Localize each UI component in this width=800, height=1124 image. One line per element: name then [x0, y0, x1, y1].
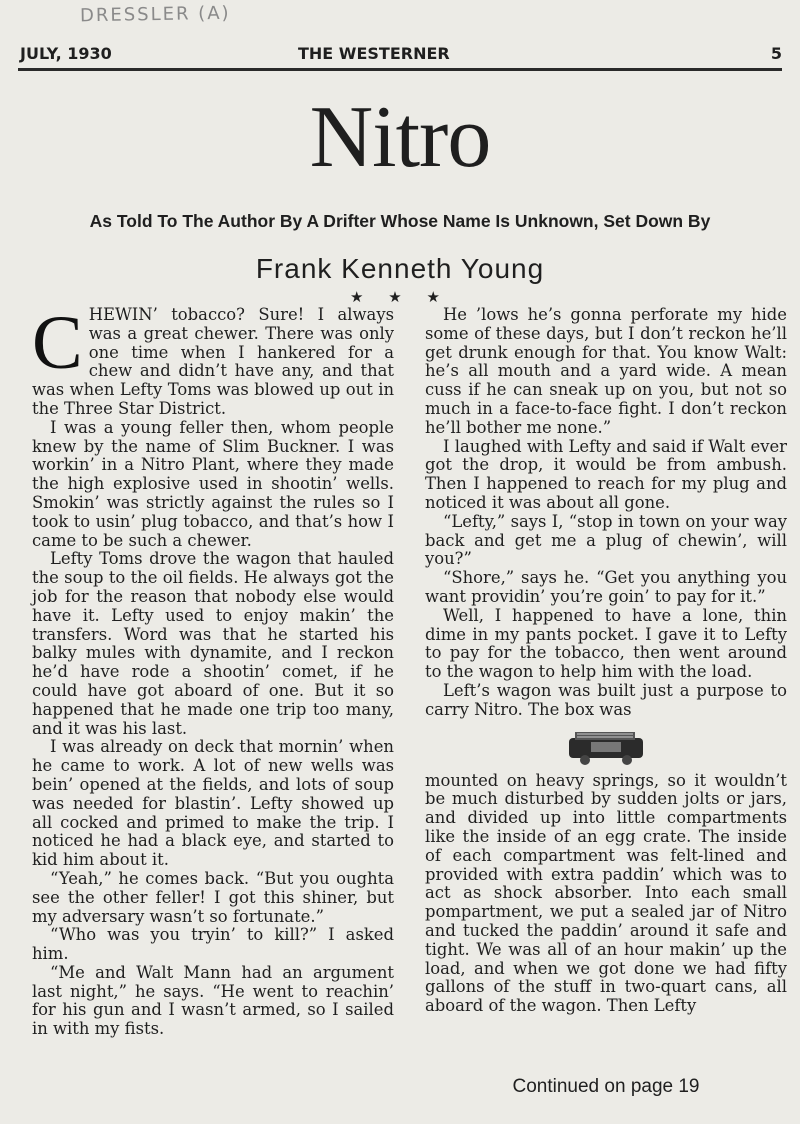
- drop-cap: C: [32, 301, 83, 385]
- paragraph: HEWIN’ tobacco? Sure! I always was a great chewer. There was only one time when I hankered for a chew and didn’t have any, and that was when Lefty Toms was blowed up out in the Three Star District.: [32, 305, 394, 418]
- paragraph: I laughed with Lefty and said if Walt ever got the drop, it would be from ambush. Then I happened to reach for my plug and noticed it was about all gone.: [425, 436, 787, 512]
- paragraph: Left’s wagon was built just a purpose to carry Nitro. The box was: [425, 680, 787, 719]
- right-paragraphs-top: [425, 306, 787, 720]
- paragraph: “Me and Walt Mann had an argument last night,” he says. “He went to reachin’ for his gun and I wasn’t armed, so I sailed in with my fists.: [32, 962, 394, 1039]
- paragraph: “Lefty,” says I, “stop in town on your way back and get me a plug of chewin’, will you?”: [425, 511, 787, 569]
- continued-note: Continued on page 19: [512, 1076, 700, 1097]
- header-rule: [18, 68, 782, 71]
- story-title: Nitro: [309, 89, 491, 186]
- paragraph: He ’lows he’s gonna perforate my hide some of these days, but I don’t reckon he’ll get drunk enough for that. You know Walt: he’s all mouth and a yard wide. A mean cuss if he can sneak up on you, but not so much in a face-to-face fight. I don’t reckon he’ll bother me none.”: [425, 305, 787, 437]
- issue-date: JULY, 1930: [20, 44, 112, 63]
- archive-stamp: DRESSLER (A): [79, 2, 231, 27]
- paragraph: “Shore,” says he. “Get you anything you want providin’ you’re goin’ to pay for it.”: [425, 568, 787, 606]
- running-head: [20, 44, 782, 68]
- paragraph: mounted on heavy springs, so it wouldn’t be much disturbed by sudden jolts or jars, and divided up into little compartments like the inside of an egg crate. The inside of each compartment was felt-lined and provided with extra paddin’ which was to act as shock absorber. Into each small pompartment, we put a sealed jar of Nitro and tucked the paddin’ around it safe and tight. We was all of an hour makin’ up the load, and when we got done we had fifty gallons of the stuff in two-quart cans, all aboard of the wagon. Then Lefty: [425, 770, 787, 1016]
- paragraph: I was a young feller then, whom people knew by the name of Slim Buckner. I was workin’ in a Nitro Plant, where they made the high explosive used in shootin’ wells. Smokin’ was strictly against the rules so I took to usin’ plug tobacco, and that’s how I came to be such a chewer.: [32, 417, 394, 550]
- right-column: [425, 306, 787, 1016]
- paragraph: Lefty Toms drove the wagon that hauled the soup to the oil fields. He always got the job for the reason that nobody else would have it. Lefty used to enjoy makin’ the transfers. Word was that he started his balky mules with dynamite, and I reckon he’d have rode a shootin’ comet, if he could have got aboard of one. But it so happened that he made one trip too many, and it was his last.: [32, 549, 394, 738]
- paragraph: “Who was you tryin’ to kill?” I asked him.: [32, 925, 394, 964]
- left-column: [32, 301, 394, 1039]
- nitro-can-illustration: [551, 724, 661, 766]
- story-subtitle: As Told To The Author By A Drifter Whose Name Is Unknown, Set Down By: [89, 211, 711, 231]
- star-ornament: ★ ★ ★: [350, 288, 450, 306]
- right-paragraphs-bottom: [425, 772, 787, 1016]
- magazine-name: THE WESTERNER: [298, 44, 450, 63]
- page-number: 5: [770, 44, 782, 63]
- author-name: Frank Kenneth Young: [255, 253, 545, 284]
- left-paragraphs: [32, 301, 394, 1039]
- paragraph: “Yeah,” he comes back. “But you oughta see the other feller! I got this shiner, but my adversary wasn’t so fortunate.”: [32, 868, 394, 926]
- paragraph: I was already on deck that mornin’ when he came to work. A lot of new wells was bein’ opened at the fields, and lots of soup was needed for blastin’. Lefty showed up all cocked and primed to make the trip. I noticed he had a black eye, and started to kid him about it.: [32, 737, 394, 870]
- paragraph: Well, I happened to have a lone, thin dime in my pants pocket. I gave it to Lefty to pay for the tobacco, then went around to the wagon to help him with the load.: [425, 605, 787, 682]
